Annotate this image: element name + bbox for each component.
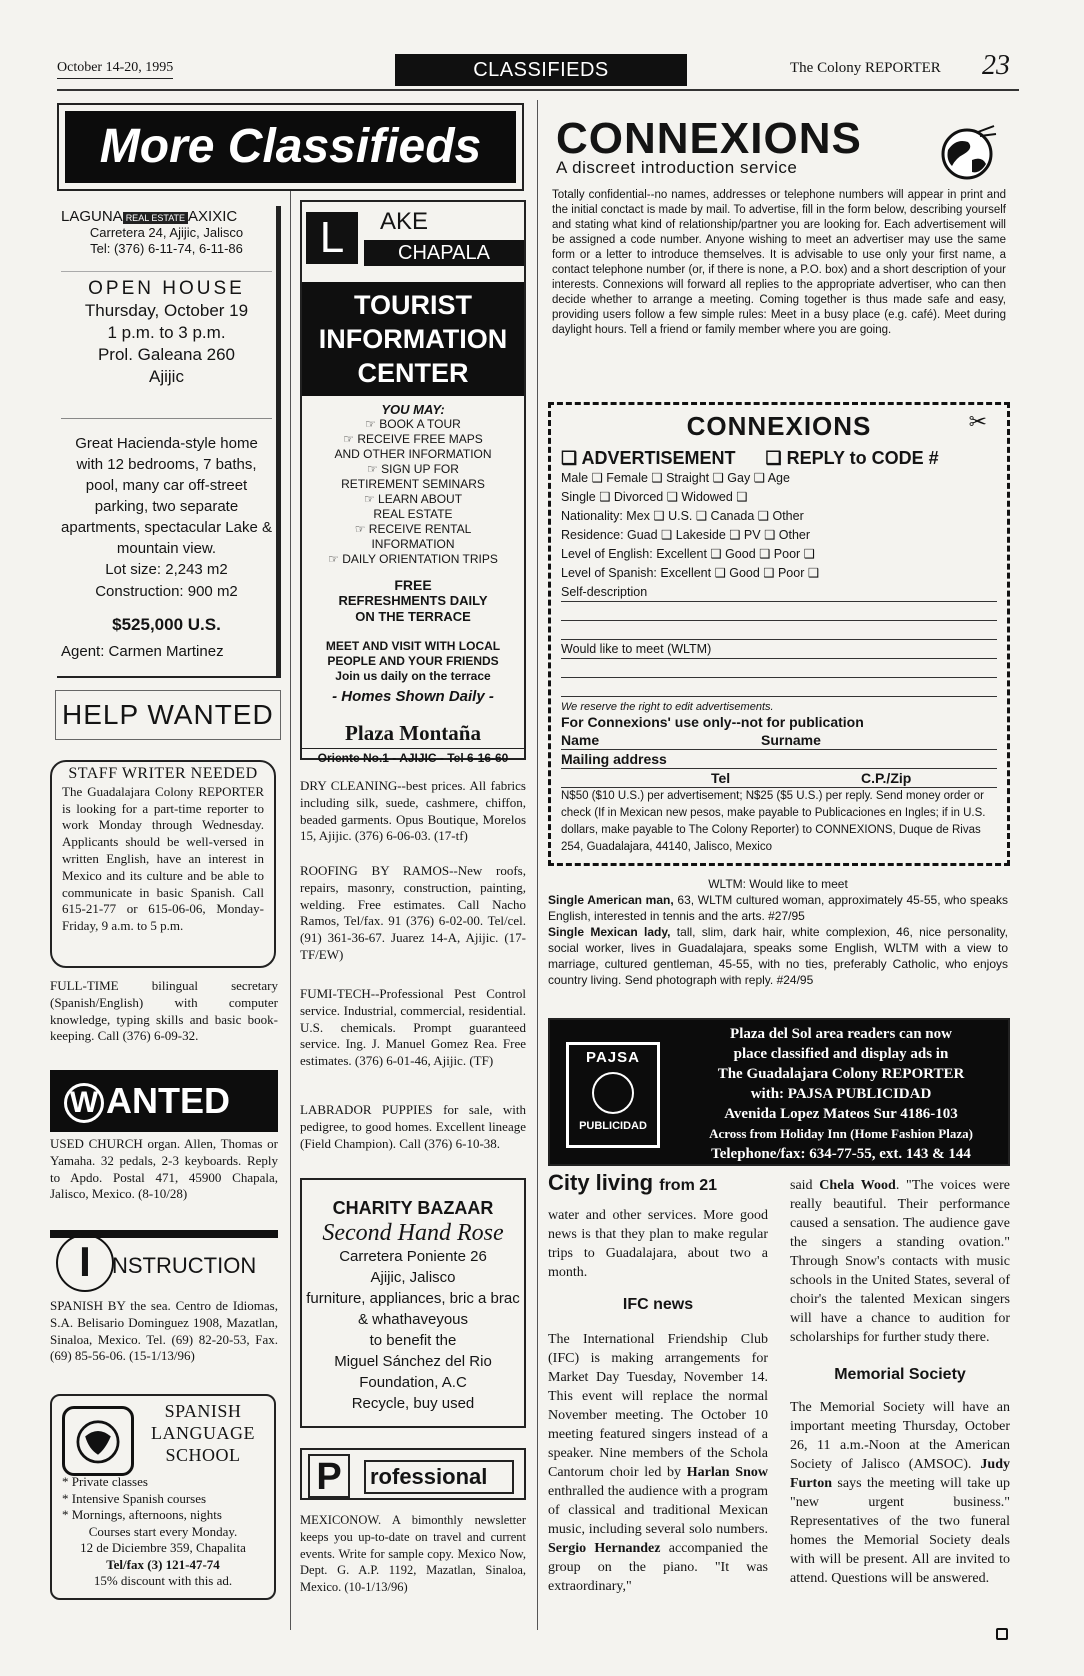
school-name-2: LANGUAGE [151,1423,255,1443]
tourist-info-banner [302,282,524,396]
pajsa-line: Plaza del Sol area readers can now [730,1026,952,1042]
meet-line: MEET AND VISIT WITH LOCAL [325,639,501,653]
service-item: AND OTHER INFORMATION [334,447,492,461]
school-item: * Intensive Spanish courses [62,1490,207,1506]
zip-label: C.P./Zip [861,770,912,786]
fee-instructions: N$50 ($10 U.S.) per advertisement; N$25 ($5 U.S.) per reply. Send money order or check (If in Mexican new pesos, make payable to Publicaciones en Ingles; if in U.S. dollars, make payable to The Colony Reporter) to CONNEXIONS, Duque de Rivas 254, Guadalajara, 44140, Jalisco, Mexico [561,790,986,853]
property-description: Great Hacienda-style home with 12 bedrooms, 7 baths, pool, many car off-street parking, two separate apartments, spectacular Lake & mountain view. [61,418,272,559]
professional-heading [300,1448,526,1500]
school-name-1: SPANISH [164,1401,242,1421]
article-jump: from 21 [659,1177,718,1194]
plaza-address: Oriente No.1 - AJIJIC - Tel 6-16-60 [302,748,524,765]
personal-ad [548,892,1008,924]
residence-options[interactable]: Residence: Guad ❑ Lakeside ❑ PV ❑ Other [561,528,811,542]
tic-line: INFORMATION [318,324,508,354]
logo-left: LAGUNA [61,208,123,225]
professional-rest: rofessional [364,1460,514,1494]
instruction-initial: I [56,1234,114,1292]
personal-ad [548,924,1008,988]
charity-line: to benefit the [369,1332,457,1349]
staff-writer-body: The Guadalajara Colony REPORTER is looking for a part-time reporter to work Monday through Wednesday. Applicants should be well-versed in written English, have an interest in Mexico and its culture and be able to communicate in basic Spanish. Call 615-21-77 or 615-06-06, Monday-Friday, 9 a.m. to 5 p.m. [62,783,264,934]
connexions-description: Totally confidential--no names, addresses or telephone numbers will appear in print and the initial conctact is made by mail. To advertise, fill in the form below, describing yourself and stating what kind of relationship/partner you are looking for. Each advertisement will be assigned a code number. Anyone wishing to meet an advertiser may use the same form or a letter to introduce themselves. It is advisable to use only your first name, a contact telephone number (or, if there is none, a P.O. box) and a short description of your interests. Connexions will forward all replies to the appropriate advertiser, who can then decide whether to arrange a meeting. Coming together is thus made safe and easy, providing users follow a few simple rules: Meet in a busy place (e.g. café). Meet during daylight hours. Tell a friend or family member where you are going. [552,189,1006,336]
internal-use-notice: For Connexions' use only--not for publication [561,714,864,730]
tic-line: TOURIST [353,290,472,320]
agent-name: Agent: Carmen Martinez [61,643,224,660]
name-field-row[interactable] [561,731,997,750]
charity-line: Miguel Sánchez del Rio [334,1353,492,1370]
property-price: $525,000 U.S. [112,615,221,634]
memorial-paragraph: The Memorial Society will have an important meeting Thursday, October 26, 11 a.m.-Noon at the American Society of Jalisco (AMSOC). Judy Furton says the meeting will take up "new urgent business." Representatives of the two funeral homes the Memorial Society deals with will be present. All are invited to attend. Questions will be answered. [790,1400,1010,1586]
spanish-level-options[interactable]: Level of Spanish: Excellent ❑ Good ❑ Poor ❑ [561,566,820,580]
service-item: ☞ RECEIVE FREE MAPS [343,432,483,446]
wanted-rest: ANTED [106,1080,230,1121]
globe-icon [934,120,1000,186]
school-address: 12 de Diciembre 359, Chapalita [80,1540,246,1555]
paper-name: The Colony REPORTER [790,60,941,76]
school-item: * Mornings, afternoons, nights [62,1507,222,1522]
personal-ad-lead: Single American man, [548,893,674,907]
pajsa-logo [566,1042,660,1148]
service-item: ☞ RECEIVE RENTAL [354,522,472,536]
edit-notice: We reserve the right to edit advertisements. [561,701,774,713]
laguna-logo [61,208,272,225]
church-organ-ad: USED CHURCH organ. Allen, Thomas or Yamaha. 32 pedals, 2-3 keyboards. Reply to Apdo. Postal 471, 45900 Chapala, Jalisco, Mexico. (8-10/28) [50,1136,278,1202]
pajsa-ad [548,1018,1010,1166]
form-title: CONNEXIONS [686,411,872,441]
reply-checkbox[interactable]: ❑ REPLY to CODE # [765,448,939,468]
school-tel: Tel/fax (3) 121-47-74 [106,1556,220,1572]
open-house-time: 1 p.m. to 3 p.m. [107,323,226,342]
section-title-box [57,103,524,191]
spanish-by-sea-ad: SPANISH BY the sea. Centro de Idiomas, S.A. Belisario Dominguez 1908, Mazatlan, Sinaloa, Mexico. Tel. (69) 82-20-53, Fax. (69) 85-56-06. (15-1/13/96) [50,1298,278,1364]
advertisement-checkbox[interactable]: ❑ ADVERTISEMENT [561,448,736,468]
ifc-subheading: IFC news [622,1296,694,1313]
name-label: Name [561,732,600,748]
pajsa-line: Telephone/fax: 634-77-55, ext. 143 & 144 [711,1146,971,1162]
ifc-paragraph: The International Friendship Club (IFC) is making arrangements for Market Day Tuesday, November 14. This event will replace the normal November meeting. The October 10 meeting featured singers instead of a speaker. Nine members of the Schola Cantorum choir led by Harlan Snow enthralled the audience with a program of classical and traditional Mexican music, including several solo numbers. Sergio Hernandez accompanied the group on the piano. "It was extraordinary," [548,1332,768,1594]
pajsa-line: The Guadalajara Colony REPORTER [717,1066,965,1082]
logo-right: AXIXIC [188,208,238,225]
roofing-ad: ROOFING BY RAMOS--New roofs, repairs, masonry, construction, painting, welding. Free estimates. Call Nacho Ramos, Tel/fax. 91 (376) 6-02-00. Tel/cel. (91) 361-36-67. Juarez 14-A, Ajijic. (17-TF/EW) [300,863,526,962]
open-house-street: Prol. Galeana 260 [97,345,236,364]
refreshments: REFRESHMENTS DAILY [338,593,488,608]
labrador-ad: LABRADOR PUPPIES for sale, with pedigree, to good homes. Excellent lineage (Field Champion). Call (376) 6-10-38. [300,1102,526,1151]
help-wanted-heading: HELP WANTED [55,690,281,740]
end-mark-icon [996,1628,1008,1640]
instruction-heading [50,1230,278,1286]
service-item: ☞ LEARN ABOUT [363,492,463,506]
construction-size: Construction: 900 m2 [95,583,238,600]
charity-line: Foundation, A.C [359,1374,467,1391]
homes-shown: - Homes Shown Daily - [332,688,494,705]
chapala-word: CHAPALA [364,240,524,266]
tel-label: Tel [711,770,731,786]
instruction-rest: NSTRUCTION [112,1253,257,1278]
laguna-address: Carretera 24, Ajijic, Jalisco [89,225,244,240]
meet-line: Join us daily on the terrace [335,669,491,683]
mailing-address-field[interactable]: Mailing address [561,750,997,769]
school-discount: 15% discount with this ad. [93,1573,233,1588]
personal-ad-body: 63, WLTM cultured woman, approximately 45-55, who speaks English, interested in tennis and the arts. #27/95 [548,893,1008,923]
wanted-initial: W [64,1083,104,1123]
header-rule [57,89,1019,91]
staff-writer-ad [50,760,276,968]
lake-initial: L [306,212,358,264]
school-logo [62,1406,134,1476]
pajsa-line: Across from Holiday Inn (Home Fashion Plaza) [709,1126,973,1141]
article-paragraph: water and other services. More good news is that they plan to make regular trips to Guadalajara, about two a month. [548,1208,768,1280]
service-item: ☞ SIGN UP FOR [367,462,459,476]
pajsa-logo-bottom: PUBLICIDAD [579,1120,647,1132]
professional-initial: P [308,1454,350,1498]
charity-line: Recycle, buy used [351,1395,475,1412]
school-item: * Private classes [62,1474,148,1489]
tic-line: CENTER [357,358,469,388]
article-title [548,1170,717,1196]
pajsa-line: place classified and display ads in [733,1046,949,1062]
pajsa-line: Avenida Lopez Mateos Sur 4186-103 [724,1106,958,1122]
wltm-heading: WLTM: Would like to meet [708,877,848,891]
pajsa-logo-top: PAJSA [586,1049,640,1066]
self-description-field[interactable]: Self-description [561,583,997,602]
article-title-text: City living [548,1170,654,1195]
fumi-tech-ad: FUMI-TECH--Professional Pest Control service. Industrial, commercial, residential. U.S. chemicals. Prompt guaranteed service. Ing. J. Manuel Gomez Rea. Free estimates. (376) 6-01-46, Ajijic. (TF) [300,986,526,1069]
column-divider [290,190,291,1630]
wltm-ads [548,876,1008,988]
surname-label: Surname [761,732,821,748]
staff-writer-title: STAFF WRITER NEEDED [68,765,258,782]
connexions-form [548,402,1010,866]
spanish-language-school-ad [50,1394,276,1600]
free-heading: FREE [394,577,432,593]
self-description-line[interactable] [561,602,997,621]
plaza-name: Plaza Montaña [345,721,481,745]
section-banner: CLASSIFIEDS [395,54,687,86]
charity-line: Ajijic, Jalisco [370,1269,456,1286]
ifc-paragraph-continued: said Chela Wood. "The voices were really beautiful. Their performance caused a sensation. The audience gave the singers a standing ovation." Through Snow's contacts with music schools in the United States, several of choir's the talented Mexican singers will have a chance to audition for scholarships for further study there. [790,1178,1010,1345]
meet-line: PEOPLE AND YOUR FRIENDS [327,654,499,668]
refreshments: ON THE TERRACE [355,609,471,624]
fulltime-secretary-ad: FULL-TIME bilingual secretary (Spanish/English) with computer knowledge, typing skills and basic book-keeping. Call (376) 6-09-32. [50,978,278,1044]
personal-ad-body: tall, slim, dark hair, white complexion, 46, nice personality, social worker, lives in Guadalajara, speaks some English, WLTM with a view to marriage, cultured gentleman, 45-55, with no ties, preferably Catholic, who enjoys country living. Send photograph with reply. #24/95 [548,925,1009,987]
lake-chapala-ad [300,200,526,765]
wltm-field[interactable]: Would like to meet (WLTM) [561,640,997,659]
pajsa-line: with: PAJSA PUBLICIDAD [750,1086,932,1102]
service-item: ☞ BOOK A TOUR [365,417,461,431]
tel-field-row[interactable] [561,769,997,788]
gender-options[interactable]: Male ❑ Female ❑ Straight ❑ Gay ❑ Age [561,471,790,485]
self-description-line[interactable] [561,621,997,640]
wltm-line[interactable] [561,659,997,678]
connexions-tagline: A discreet introduction service [556,158,798,177]
open-house-date: Thursday, October 19 [84,301,249,320]
charity-bazaar-ad [300,1178,526,1428]
open-house-town: Ajijic [149,367,184,386]
column-divider [537,100,538,1630]
school-start: Courses start every Monday. [88,1523,238,1539]
dry-cleaning-ad: DRY CLEANING--best prices. All fabrics including silk, suede, cashmere, chiffon, beaded garments. Opus Boutique, Morelos 15, Ajijic. (376) 6-06-03. (17-tf) [300,778,526,844]
school-name-3: SCHOOL [165,1445,241,1465]
service-item: ☞ DAILY ORIENTATION TRIPS [328,552,498,566]
service-item: INFORMATION [371,537,455,551]
english-level-options[interactable]: Level of English: Excellent ❑ Good ❑ Poor ❑ [561,547,815,561]
laguna-open-house-ad [57,206,281,678]
pajsa-emblem [592,1072,634,1114]
service-item: REAL ESTATE [373,507,453,521]
lake-word: AKE [380,208,429,235]
charity-line: furniture, appliances, bric a brac & whathaveyous [306,1290,520,1328]
connexions-logo: CONNEXIONS [556,114,862,163]
wanted-heading [50,1070,278,1132]
shop-name: Second Hand Rose [322,1220,504,1246]
you-may: YOU MAY: [381,402,445,417]
charity-title: CHARITY BAZAAR [332,1198,494,1218]
wltm-line[interactable] [561,678,997,697]
lot-size: Lot size: 2,243 m2 [105,561,228,578]
page-number: 23 [982,50,1010,81]
charity-line: Carretera Poniente 26 [339,1248,487,1265]
section-title: More Classifieds [65,111,516,183]
mexico-now-ad: MEXICONOW. A bimonthly newsletter keeps you up-to-date on travel and current events. Write for sample copy. Mexico Now, Dept. G. A.P. 1192, Mazatlan, Sinaloa, Mexico. (10-1/13/96) [300,1513,526,1595]
laguna-tel: Tel: (376) 6-11-74, 6-11-86 [90,241,243,256]
open-house-heading: OPEN HOUSE [61,271,272,300]
issue-date: October 14-20, 1995 [57,60,173,79]
scissors-icon: ✂ [968,409,987,434]
status-options[interactable]: Single ❑ Divorced ❑ Widowed ❑ [561,490,748,504]
service-item: RETIREMENT SEMINARS [341,477,485,491]
logo-tag: REAL ESTATE [123,212,188,224]
nationality-options[interactable]: Nationality: Mex ❑ U.S. ❑ Canada ❑ Other [561,509,804,523]
memorial-subheading: Memorial Society [834,1366,966,1383]
personal-ad-lead: Single Mexican lady, [548,925,671,939]
